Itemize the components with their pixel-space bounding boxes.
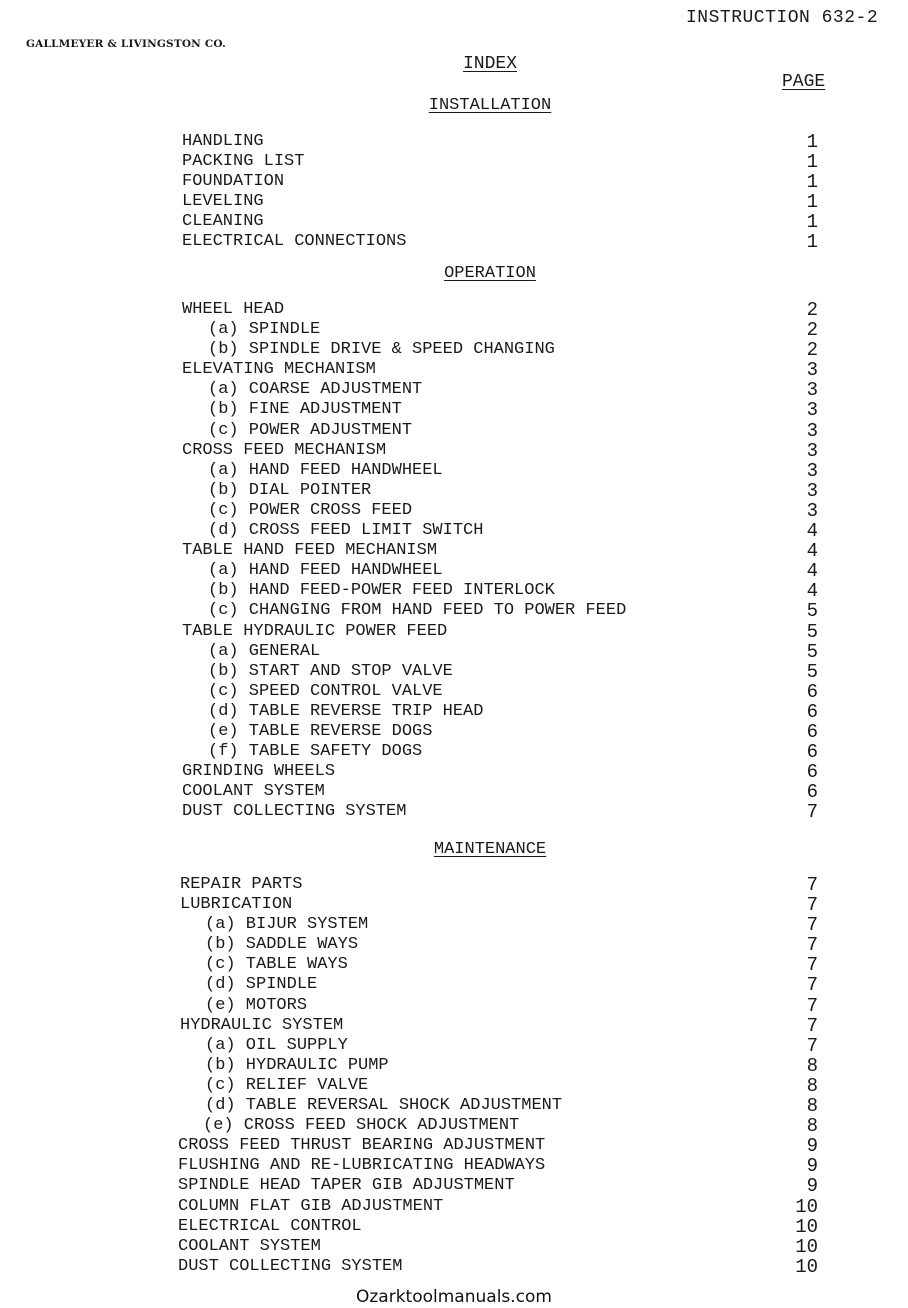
entry-label: GRINDING WHEELS (182, 762, 336, 782)
index-entry (0, 300, 908, 320)
entry-label: COOLANT SYSTEM (182, 782, 325, 802)
entry-page-number: 1 (806, 191, 818, 214)
entry-page-number: 8 (806, 1095, 818, 1118)
operation-heading: OPERATION (444, 264, 536, 283)
entry-label: ELECTRICAL CONTROL (178, 1216, 362, 1236)
installation-heading: INSTALLATION (428, 96, 552, 115)
entry-page-number: 6 (806, 741, 818, 764)
entry-page-number: 4 (806, 560, 818, 583)
entry-page-number: 1 (806, 151, 818, 174)
entry-page-number: 7 (806, 1034, 818, 1057)
entry-page-number: 7 (806, 1014, 818, 1037)
entry-label: TABLE HAND FEED MECHANISM (182, 541, 438, 561)
index-entry (0, 662, 908, 682)
index-entry (0, 192, 908, 212)
index-entry (0, 622, 908, 642)
installation-entries (0, 132, 908, 253)
entry-label: CROSS FEED MECHANISM (182, 440, 387, 460)
index-entry (0, 601, 908, 621)
document-number: INSTRUCTION 632-2 (686, 8, 879, 28)
entry-page-number: 7 (806, 894, 818, 917)
entry-page-number: 4 (806, 540, 818, 563)
entry-page-number: 6 (806, 781, 818, 804)
entry-page-number: 1 (806, 211, 818, 234)
entry-page-number: 3 (806, 499, 818, 522)
entry-label: (b) SADDLE WAYS (205, 935, 359, 955)
entry-page-number: 5 (806, 620, 818, 643)
index-entry (0, 1136, 908, 1156)
entry-page-number: 3 (806, 379, 818, 402)
index-entry (0, 762, 908, 782)
entry-label: TABLE HYDRAULIC POWER FEED (182, 621, 448, 641)
entry-page-number: 2 (806, 339, 818, 362)
entry-label: (b) DIAL POINTER (208, 480, 372, 500)
index-entry (0, 212, 908, 232)
entry-page-number: 9 (806, 1155, 818, 1178)
entry-page-number: 3 (806, 419, 818, 442)
entry-page-number: 9 (806, 1135, 818, 1158)
entry-label: (a) OIL SUPPLY (205, 1035, 348, 1055)
entry-label: FLUSHING AND RE-LUBRICATING HEADWAYS (178, 1156, 546, 1176)
index-entry (0, 1257, 908, 1277)
index-entry (0, 380, 908, 400)
entry-page-number: 1 (806, 171, 818, 194)
entry-label: (d) TABLE REVERSAL SHOCK ADJUSTMENT (205, 1096, 563, 1116)
entry-page-number: 3 (806, 479, 818, 502)
entry-label: COOLANT SYSTEM (178, 1236, 321, 1256)
entry-label: ELECTRICAL CONNECTIONS (182, 232, 407, 252)
entry-page-number: 5 (806, 640, 818, 663)
entry-page-number: 3 (806, 399, 818, 422)
index-entry (0, 875, 908, 895)
index-entry (0, 481, 908, 501)
index-entry (0, 360, 908, 380)
entry-label: (d) CROSS FEED LIMIT SWITCH (208, 521, 484, 541)
index-entry (0, 232, 908, 252)
entry-page-number: 7 (806, 954, 818, 977)
entry-page-number: 9 (806, 1175, 818, 1198)
entry-page-number: 3 (806, 459, 818, 482)
entry-label: (a) COARSE ADJUSTMENT (208, 380, 423, 400)
index-entry (0, 1237, 908, 1257)
index-entry (0, 421, 908, 441)
entry-label: HANDLING (182, 132, 264, 151)
entry-label: REPAIR PARTS (180, 875, 303, 894)
entry-label: LEVELING (182, 192, 264, 212)
index-entry (0, 975, 908, 995)
index-entry (0, 702, 908, 722)
index-entry (0, 915, 908, 935)
entry-label: (f) TABLE SAFETY DOGS (208, 742, 423, 762)
entry-page-number: 7 (806, 934, 818, 957)
entry-label: (b) FINE ADJUSTMENT (208, 400, 402, 420)
index-entry (0, 1036, 908, 1056)
entry-page-number: 5 (806, 600, 818, 623)
index-entry (0, 441, 908, 461)
entry-label: (c) POWER ADJUSTMENT (208, 420, 413, 440)
entry-page-number: 7 (806, 994, 818, 1017)
entry-page-number: 6 (806, 680, 818, 703)
index-entry (0, 742, 908, 762)
entry-page-number: 3 (806, 359, 818, 382)
entry-label: (d) SPINDLE (205, 975, 318, 995)
entry-page-number: 6 (806, 720, 818, 743)
index-entry (0, 340, 908, 360)
index-entry (0, 802, 908, 822)
index-entry (0, 320, 908, 340)
entry-page-number: 6 (806, 761, 818, 784)
company-name: GALLMEYER & LIVINGSTON CO. (26, 38, 226, 50)
index-entry (0, 461, 908, 481)
entry-label: (d) TABLE REVERSE TRIP HEAD (208, 701, 484, 721)
index-entry (0, 581, 908, 601)
entry-label: (e) CROSS FEED SHOCK ADJUSTMENT (203, 1116, 520, 1136)
index-entry (0, 935, 908, 955)
index-entry (0, 682, 908, 702)
index-entry (0, 895, 908, 915)
index-entry (0, 400, 908, 420)
entry-label: (c) POWER CROSS FEED (208, 500, 413, 520)
index-entry (0, 1116, 908, 1136)
index-entry (0, 1016, 908, 1036)
index-entry (0, 722, 908, 742)
index-entry (0, 561, 908, 581)
entry-page-number: 1 (806, 231, 818, 254)
entry-label: SPINDLE HEAD TAPER GIB ADJUSTMENT (178, 1176, 515, 1196)
index-entry (0, 132, 908, 152)
entry-page-number: 1 (806, 131, 818, 153)
entry-label: PACKING LIST (182, 152, 305, 172)
entry-page-number: 10 (795, 1195, 818, 1218)
entry-label: WHEEL HEAD (182, 300, 285, 319)
entry-page-number: 10 (795, 1215, 818, 1238)
entry-label: CLEANING (182, 212, 264, 232)
maintenance-heading: MAINTENANCE (433, 840, 547, 859)
entry-page-number: 8 (806, 1054, 818, 1077)
index-entry (0, 1056, 908, 1076)
entry-page-number: 2 (806, 299, 818, 321)
entry-page-number: 6 (806, 700, 818, 723)
entry-page-number: 7 (806, 874, 818, 896)
entry-page-number: 8 (806, 1115, 818, 1138)
entry-label: CROSS FEED THRUST BEARING ADJUSTMENT (178, 1136, 546, 1156)
operation-entries (0, 300, 908, 822)
site-watermark: Ozarktoolmanuals.com (356, 1287, 552, 1307)
page-column-header: PAGE (782, 72, 826, 92)
entry-label: (a) HAND FEED HANDWHEEL (208, 460, 443, 480)
entry-page-number: 7 (806, 974, 818, 997)
index-entry (0, 1096, 908, 1116)
entry-label: (c) TABLE WAYS (205, 955, 348, 975)
entry-label: FOUNDATION (182, 172, 285, 192)
entry-label: COLUMN FLAT GIB ADJUSTMENT (178, 1196, 444, 1216)
entry-label: (b) SPINDLE DRIVE & SPEED CHANGING (208, 340, 555, 360)
entry-page-number: 4 (806, 580, 818, 603)
index-title: INDEX (462, 54, 517, 74)
index-entry (0, 1076, 908, 1096)
entry-page-number: 7 (806, 914, 818, 937)
entry-label: DUST COLLECTING SYSTEM (178, 1256, 403, 1276)
entry-label: (b) START AND STOP VALVE (208, 661, 453, 681)
entry-label: (e) TABLE REVERSE DOGS (208, 721, 433, 741)
index-entry (0, 996, 908, 1016)
entry-label: (a) BIJUR SYSTEM (205, 915, 369, 935)
index-entry (0, 782, 908, 802)
entry-label: (b) HAND FEED-POWER FEED INTERLOCK (208, 581, 555, 601)
entry-page-number: 10 (795, 1255, 818, 1278)
entry-label: (a) HAND FEED HANDWHEEL (208, 561, 443, 581)
entry-label: (a) SPINDLE (208, 320, 321, 340)
index-entry (0, 1156, 908, 1176)
entry-label: HYDRAULIC SYSTEM (180, 1015, 344, 1035)
maintenance-entries (0, 875, 908, 1277)
index-entry (0, 172, 908, 192)
index-entry (0, 1197, 908, 1217)
index-entry (0, 1217, 908, 1237)
entry-page-number: 3 (806, 439, 818, 462)
entry-label: (b) HYDRAULIC PUMP (205, 1055, 389, 1075)
entry-page-number: 2 (806, 319, 818, 342)
index-entry (0, 501, 908, 521)
index-entry (0, 1176, 908, 1196)
index-entry (0, 955, 908, 975)
entry-page-number: 7 (806, 801, 818, 824)
entry-label: (c) CHANGING FROM HAND FEED TO POWER FEED (208, 601, 627, 621)
index-entry (0, 152, 908, 172)
index-entry (0, 541, 908, 561)
entry-label: (e) MOTORS (205, 995, 308, 1015)
entry-label: (c) SPEED CONTROL VALVE (208, 681, 443, 701)
entry-label: (a) GENERAL (208, 641, 321, 661)
index-entry (0, 642, 908, 662)
entry-page-number: 10 (795, 1235, 818, 1258)
index-entry (0, 521, 908, 541)
entry-page-number: 8 (806, 1074, 818, 1097)
entry-label: ELEVATING MECHANISM (182, 360, 376, 380)
entry-label: LUBRICATION (180, 895, 293, 915)
entry-label: (c) RELIEF VALVE (205, 1075, 369, 1095)
entry-page-number: 4 (806, 520, 818, 543)
entry-page-number: 5 (806, 660, 818, 683)
entry-label: DUST COLLECTING SYSTEM (182, 802, 407, 822)
